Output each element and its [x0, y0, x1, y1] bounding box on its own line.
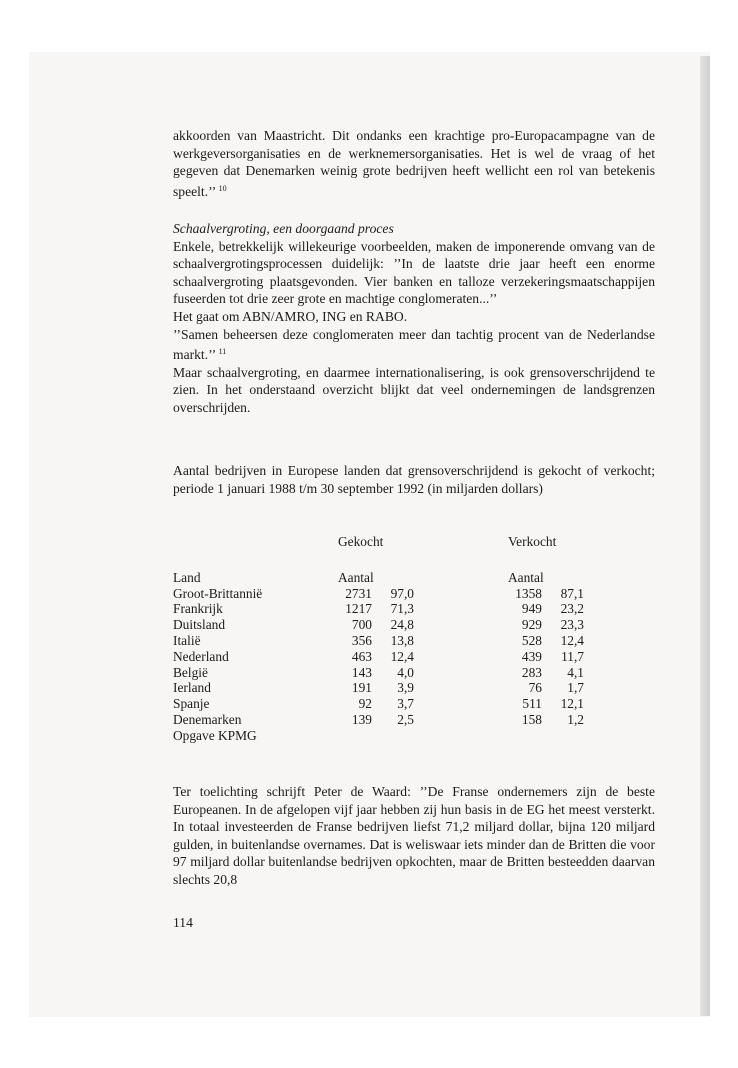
- table-cell-country: België: [173, 664, 208, 680]
- page-edge: [700, 56, 710, 1016]
- table-cell-bought-value: 3,9: [397, 680, 414, 696]
- table-cell-gap: [414, 649, 506, 665]
- section-paragraph: Enkele, betrekkelijk willekeurige voorbeelden, maken de imponerende omvang van de schaalvergrotingsprocessen duidelijk: ’’In de laatste drie jaar heeft een enorme schaalvergroting plaatsgevonden. Vier banken en talloze verzekeringsmaatschappijen fuseerden tot drie zeer grote en machtige conglomeraten...’’: [173, 238, 655, 307]
- table-cell-sold-value: 11,7: [561, 648, 584, 664]
- column-header-count: Aantal: [338, 569, 374, 585]
- footnote-ref: 10: [218, 183, 227, 193]
- table-cell-bought-count: 92: [358, 696, 372, 712]
- source-row: [173, 728, 584, 744]
- table-cell-bought-value: 71,3: [390, 601, 414, 617]
- table-source: Opgave KPMG: [173, 727, 257, 743]
- table-row: [173, 617, 584, 633]
- table-cell-country: Spanje: [173, 696, 210, 712]
- table-cell-sold-value: 12,1: [560, 696, 584, 712]
- table-cell-bought-count: 463: [351, 648, 372, 664]
- table-cell-country: Frankrijk: [173, 601, 223, 617]
- closing-text: Ter toelichting schrijft Peter de Waard: ’’De Franse ondernemers zijn de beste Europeanen. In de afgelopen vijf jaar hebben zij hun basis in de EG het meest versterkt. In totaal investeerden de Franse bedrijven liefst 71,2 miljard dollar, bijna 120 miljard gulden, in buitenlandse overnames. Dat is weliswaar iets minder dan de Britten die voor 97 miljard dollar buitenlandse bedrijven opkochten, maar de Britten besteedden daarvan slechts 20,8: [173, 784, 655, 887]
- table-cell-bought-count: 356: [351, 632, 372, 648]
- section-quote: ’’Samen beheersen deze conglomeraten meer dan tachtig procent van de Nederlandse markt.’’: [173, 326, 655, 363]
- column-header-row: [173, 570, 584, 586]
- table-cell-sold-count: 283: [521, 664, 542, 680]
- table-cell-country: Ierland: [173, 680, 211, 696]
- table-cell-sold-value: 1,7: [567, 680, 584, 696]
- table-cell-sold-count: 949: [521, 601, 542, 617]
- table-row: [173, 665, 584, 681]
- caption-text: Aantal bedrijven in Europese landen dat grensoverschrijdend is gekocht of verkocht; periode 1 januari 1988 t/m 30 september 1992 (in miljarden dollars): [173, 463, 655, 496]
- table-cell-bought-count: 2731: [345, 585, 372, 601]
- table-cell-bought-value: 3,7: [397, 696, 414, 712]
- table-cell-bought-count: 1217: [345, 601, 372, 617]
- table-cell-bought-value: 24,8: [390, 617, 414, 633]
- footnote-ref: 11: [218, 347, 227, 357]
- table-cell-sold-value: 23,2: [560, 601, 584, 617]
- table-caption: [173, 462, 655, 497]
- table-cell-sold-value: 1,2: [567, 711, 584, 727]
- page-number: 114: [173, 915, 193, 930]
- table-cell-bought-value: 13,8: [390, 632, 414, 648]
- table-cell-bought-value: 2,5: [397, 711, 414, 727]
- table-cell-country: Groot-Brittannië: [173, 585, 263, 601]
- table-cell-bought-value: 97,0: [390, 585, 414, 601]
- table-cell-bought-value: 4,0: [397, 664, 414, 680]
- table-cell-sold-count: 1358: [515, 585, 542, 601]
- section-block: [173, 220, 655, 417]
- table-cell-country: Duitsland: [173, 617, 226, 633]
- table-cell-bought-count: 139: [351, 711, 372, 727]
- table-cell-gap: [414, 665, 506, 681]
- table-row: [173, 633, 584, 649]
- table-row: [173, 649, 584, 665]
- table-cell-gap: [414, 696, 506, 712]
- section-paragraph: Het gaat om ABN/AMRO, ING en RABO.: [173, 308, 408, 324]
- column-header-country: Land: [173, 569, 201, 585]
- table-cell-country: Italië: [173, 632, 201, 648]
- table-cell-country: Denemarken: [173, 711, 242, 727]
- table-cell-gap: [414, 586, 506, 602]
- section-paragraph: Maar schaalvergroting, en daarmee internationalisering, is ook grensoverschrijdend te zien. In het onderstaand overzicht blijkt dat veel ondernemingen de landsgrenzen overschrijden.: [173, 364, 655, 415]
- table-cell-sold-value: 4,1: [567, 664, 584, 680]
- closing-paragraph: [173, 783, 655, 889]
- table-cell-sold-count: 439: [521, 648, 542, 664]
- table-row: [173, 680, 584, 696]
- table-row: [173, 712, 584, 728]
- table-cell-country: Nederland: [173, 648, 229, 664]
- table-row: [173, 696, 584, 712]
- table-cell-bought-count: 700: [351, 617, 372, 633]
- table-cell-sold-count: 929: [521, 617, 542, 633]
- table-cell-gap: [414, 680, 506, 696]
- table-row: [173, 586, 584, 602]
- data-table: [173, 534, 584, 744]
- section-heading: Schaalvergroting, een doorgaand proces: [173, 221, 394, 236]
- table-cell-sold-value: 12,4: [560, 632, 584, 648]
- group-header-sold: Verkocht: [508, 534, 557, 549]
- table-cell-gap: [414, 712, 506, 728]
- group-header-bought: Gekocht: [338, 534, 384, 549]
- table-cell-bought-count: 191: [351, 680, 372, 696]
- column-header-count: Aantal: [508, 569, 544, 585]
- table-cell-gap: [414, 633, 506, 649]
- table-cell-sold-value: 23,3: [560, 617, 584, 633]
- table-cell-gap: [414, 617, 506, 633]
- table-cell-sold-count: 76: [528, 680, 542, 696]
- table-cell-sold-count: 158: [521, 711, 542, 727]
- table-cell-sold-count: 528: [521, 632, 542, 648]
- group-header-row: [173, 534, 584, 550]
- intro-paragraph: [173, 127, 655, 200]
- intro-text: akkoorden van Maastricht. Dit ondanks een krachtige pro-Europacampagne van de werkgeversorganisaties en de werknemersorganisaties. Het is wel de vraag of het gegeven dat Denemarken weinig grote bedrijven heeft wellicht een rol van betekenis speelt.’’: [173, 128, 655, 199]
- table-cell-gap: [414, 601, 506, 617]
- table-row: [173, 601, 584, 617]
- table-cell-sold-value: 87,1: [560, 585, 584, 601]
- table-cell-bought-count: 143: [351, 664, 372, 680]
- table-cell-sold-count: 511: [522, 696, 542, 712]
- table-cell-bought-value: 12,4: [390, 648, 414, 664]
